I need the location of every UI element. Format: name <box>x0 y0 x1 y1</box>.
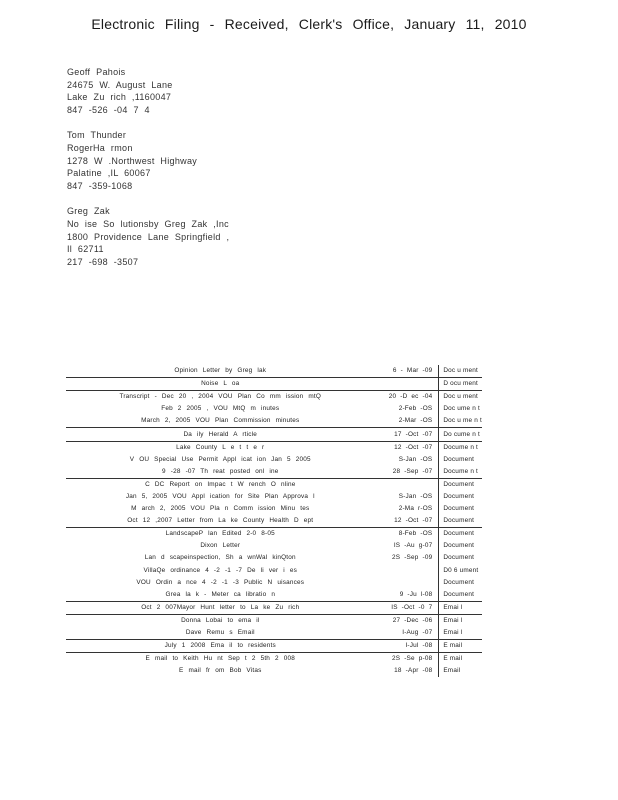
contact-line: 217 -698 -3507 <box>67 256 139 267</box>
document-description: E mail to Keith Hu nt Sep t 2 5th 2 008 <box>66 653 375 666</box>
document-row <box>66 627 482 640</box>
document-date: I-Aug -07 <box>402 629 433 637</box>
document-description: Grea la k - Meter ca libratio n <box>165 590 276 598</box>
document-description: July 1 2008 Ema il to residents <box>66 640 375 653</box>
contact-line: 24675 W. August Lane <box>67 79 173 90</box>
document-type: Document <box>439 528 482 541</box>
document-date: 2-Mar -OS <box>398 417 433 425</box>
document-description: Transcript - Dec 20 , 2004 VOU Plan Co mm ission mtQ <box>66 391 375 404</box>
document-row <box>66 565 482 577</box>
document-row <box>66 552 482 564</box>
contact-line: 847 -526 -04 7 4 <box>67 104 150 115</box>
contact-line: No ise So lutionsby Greg Zak ,Inc <box>67 218 229 229</box>
document-date: 9 -Ju l-08 <box>399 590 433 598</box>
contact-line: Geoff Pahois <box>67 67 126 77</box>
document-type: Email <box>439 665 482 677</box>
document-row <box>66 478 482 491</box>
document-date: 2-Feb -OS <box>398 405 433 413</box>
document-row <box>66 454 482 466</box>
contact-line: 1800 Providence Lane Springfield , <box>67 231 230 242</box>
document-row <box>66 540 482 552</box>
document-row <box>66 653 482 666</box>
document-date: IS -Oct -0 7 <box>375 601 439 614</box>
document-date: 27 -Dec -06 <box>375 614 439 627</box>
document-date: 18 -Apr -08 <box>394 667 433 675</box>
contact-line: Lake Zu rich ,1160047 <box>67 92 172 103</box>
contact-block <box>67 129 467 192</box>
document-description: Lake County L e t t e r <box>66 441 375 454</box>
document-description: VillaQe ordinance 4 -2 -1 -7 De li ver i es <box>143 566 298 574</box>
document-type: Doc u ment <box>439 391 482 404</box>
document-type: Document <box>439 540 482 552</box>
document-row <box>66 491 482 503</box>
document-description: March 2, 2005 VOU Plan Commission minutes <box>141 417 300 425</box>
document-type: Document <box>439 577 482 589</box>
document-date: S-Jan -OS <box>398 455 433 463</box>
contact-line: Il 62711 <box>67 244 104 255</box>
document-type: Docume n t <box>439 441 482 454</box>
contact-line: 847 -359-1068 <box>67 180 133 191</box>
document-index-table <box>66 365 482 677</box>
document-description: Da ily Herald A rticle <box>66 428 375 441</box>
document-type: Emai l <box>439 627 482 640</box>
document-date: 2-Ma r-OS <box>398 505 433 513</box>
document-type: D0 6 ument <box>439 565 482 577</box>
document-description: E mail fr om Bob Vitas <box>179 667 262 675</box>
contact-line: Greg Zak <box>67 206 110 217</box>
document-date: 12 -Oct -07 <box>394 517 433 525</box>
document-type: Docume n t <box>439 466 482 479</box>
document-row <box>66 428 482 441</box>
contact-line: Palatine ,IL 60067 <box>67 168 151 179</box>
document-row <box>66 528 482 541</box>
contact-line: Tom Thunder <box>67 130 127 141</box>
document-date <box>375 577 439 589</box>
document-row <box>66 403 482 415</box>
document-type: Document <box>439 552 482 564</box>
document-date: 20 -D ec -04 <box>375 391 439 404</box>
document-date <box>375 565 439 577</box>
document-description: Dave Remu s Email <box>185 629 255 637</box>
document-date: 28 -Sep -07 <box>392 467 433 475</box>
document-date: 6 - Mar -09 <box>392 367 433 375</box>
document-type: Document <box>439 503 482 515</box>
document-date: 2S -Se p-08 <box>375 653 439 666</box>
document-type: Document <box>439 515 482 528</box>
document-row <box>66 365 482 378</box>
document-type: Emai l <box>439 614 482 627</box>
document-date: S-Jan -OS <box>398 492 433 500</box>
document-row <box>66 640 482 653</box>
document-description: VOU Ordin a nce 4 -2 -1 -3 Public N uisances <box>136 578 305 586</box>
document-description: 9 -28 -07 Th reat posted onl ine <box>162 467 279 475</box>
document-description: Oct 2 007Mayor Hunt letter to La ke Zu rich <box>66 601 375 614</box>
document-type: Document <box>439 589 482 602</box>
document-type: Doc u ment <box>439 365 482 378</box>
document-row <box>66 441 482 454</box>
document-description: V OU Special Use Permit Appl icat ion Jan 5 2005 <box>129 455 311 463</box>
document-row <box>66 515 482 528</box>
document-type: Document <box>439 491 482 503</box>
document-date <box>375 378 439 391</box>
document-description: C DC Report on Impac t W rench O nline <box>66 478 375 491</box>
document-date: 8-Feb -OS <box>375 528 439 541</box>
document-date: I-Jul -08 <box>375 640 439 653</box>
document-type: Doc ume n t <box>439 403 482 415</box>
document-row <box>66 503 482 515</box>
document-row <box>66 601 482 614</box>
document-row <box>66 577 482 589</box>
contact-line: RogerHa rmon <box>67 142 133 153</box>
document-type: D ocu ment <box>439 378 482 391</box>
document-date: 12 -Oct -07 <box>375 441 439 454</box>
document-description: Jan 5, 2005 VOU Appl ication for Site Plan Approva l <box>125 492 315 500</box>
document-description: M arch 2, 2005 VOU Pla n Comm ission Minu tes <box>131 505 310 513</box>
document-description: Dixon Letter <box>200 542 241 550</box>
document-row <box>66 614 482 627</box>
contact-block <box>67 66 467 116</box>
contact-line: 1278 W .Northwest Highway <box>67 155 198 166</box>
filing-stamp-header: Electronic Filing - Received, Clerk's Office, January 11, 2010 <box>91 16 527 32</box>
document-date: 2S -Sep -09 <box>392 554 433 562</box>
document-date <box>375 478 439 491</box>
document-type: Document <box>439 454 482 466</box>
document-row <box>66 415 482 428</box>
document-date: 17 -Oct -07 <box>375 428 439 441</box>
document-type: Doc u me n t <box>439 415 482 428</box>
document-description: LandscapeP lan Edited 2-0 8-05 <box>66 528 375 541</box>
document-description: Noise L oa <box>66 378 375 391</box>
document-description: Lan d scapeinspection, Sh a wnWal kinQton <box>144 554 296 562</box>
document-row <box>66 665 482 677</box>
document-description: Feb 2 2005 , VOU MtQ m inutes <box>161 405 280 413</box>
document-description: Donna Lobai to ema il <box>66 614 375 627</box>
document-row <box>66 466 482 479</box>
document-type: Document <box>439 478 482 491</box>
document-row <box>66 391 482 404</box>
document-row <box>66 589 482 602</box>
document-date: IS -Au g-07 <box>393 542 433 550</box>
document-type: Do cume n t <box>439 428 482 441</box>
document-type: Emai l <box>439 601 482 614</box>
document-description: Oct 12 ,2007 Letter from La ke County Health D ept <box>127 517 314 525</box>
contact-list <box>67 66 467 281</box>
document-type: E mail <box>439 653 482 666</box>
document-type: E mail <box>439 640 482 653</box>
document-row <box>66 378 482 391</box>
contact-block <box>67 205 467 268</box>
document-description: Opinion Letter by Greg lak <box>174 367 267 375</box>
